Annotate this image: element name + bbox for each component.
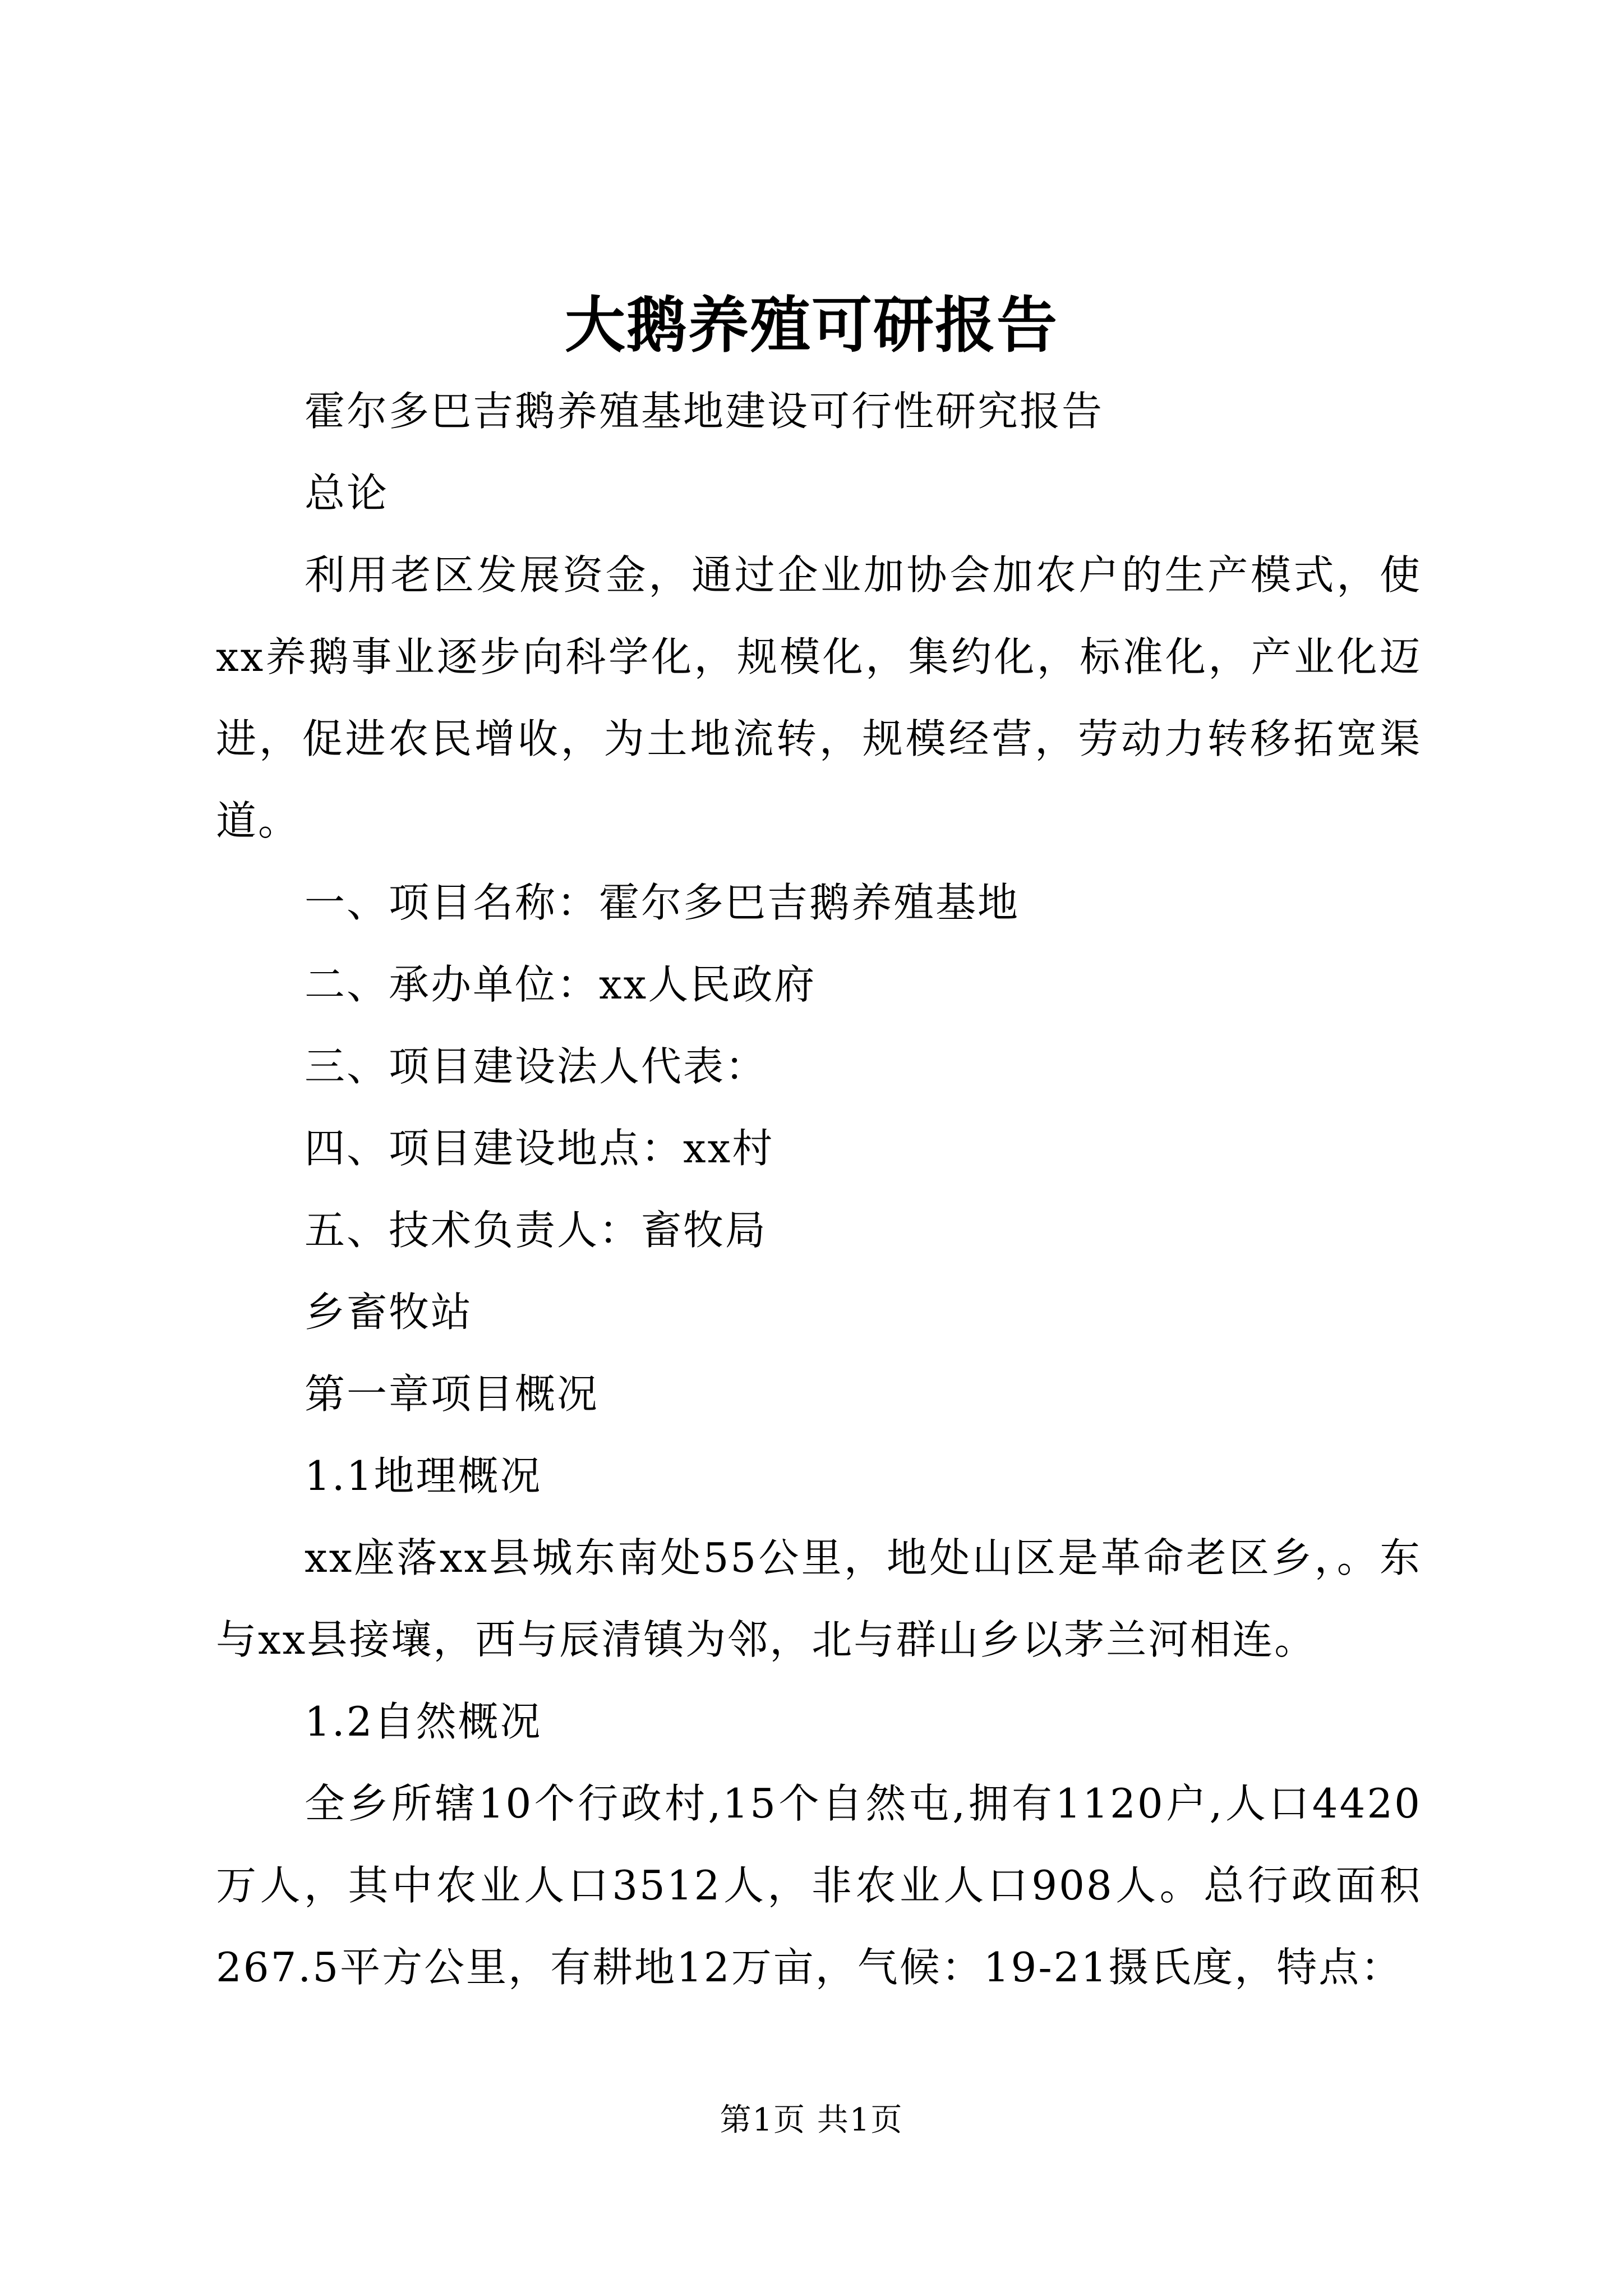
paragraph-location: 四、项目建设地点：xx村 — [305, 1125, 774, 1172]
paragraph-tech-lead: 五、技术负责人：畜牧局 — [305, 1207, 768, 1254]
paragraph-section-1-1: 1.1地理概况 — [305, 1452, 542, 1499]
paragraph-section-1-2: 1.2自然概况 — [305, 1698, 542, 1745]
paragraph-subtitle: 霍尔多巴吉鹅养殖基地建设可行性研究报告 — [305, 388, 1104, 435]
paragraph-general: 总论 — [305, 470, 389, 517]
paragraph-intro: 利用老区发展资金，通过企业加协会加农户的生产模式，使xx养鹅事业逐步向科学化，规模化，集约化，标准化，产业化迈进，促进农民增收，为土地流转，规模经营，劳动力转移拓宽渠道。 — [216, 551, 1422, 844]
document-title: 大鹅养殖可研报告 — [564, 290, 1058, 361]
paragraph-chapter-1: 第一章项目概况 — [305, 1370, 600, 1418]
paragraph-project-name: 一、项目名称：霍尔多巴吉鹅养殖基地 — [305, 879, 1020, 926]
document-body — [216, 370, 1422, 2008]
paragraph-nature: 全乡所辖10个行政村,15个自然屯,拥有1120户,人口4420万人，其中农业人口3512人，非农业人口908人。总行政面积267.5平方公里，有耕地12万亩，气候：19-21摄氏度，特点： — [216, 1780, 1422, 1991]
paragraph-station: 乡畜牧站 — [305, 1289, 473, 1336]
page-footer: 第1页 共1页 — [720, 2102, 903, 2138]
paragraph-legal-rep: 三、项目建设法人代表： — [305, 1043, 768, 1090]
paragraph-organizer: 二、承办单位：xx人民政府 — [305, 961, 817, 1008]
paragraph-geography: xx座落xx县城东南处55公里，地处山区是革命老区乡，。东与xx县接壤，西与辰清镇为邻，北与群山乡以茅兰河相连。 — [216, 1534, 1422, 1663]
